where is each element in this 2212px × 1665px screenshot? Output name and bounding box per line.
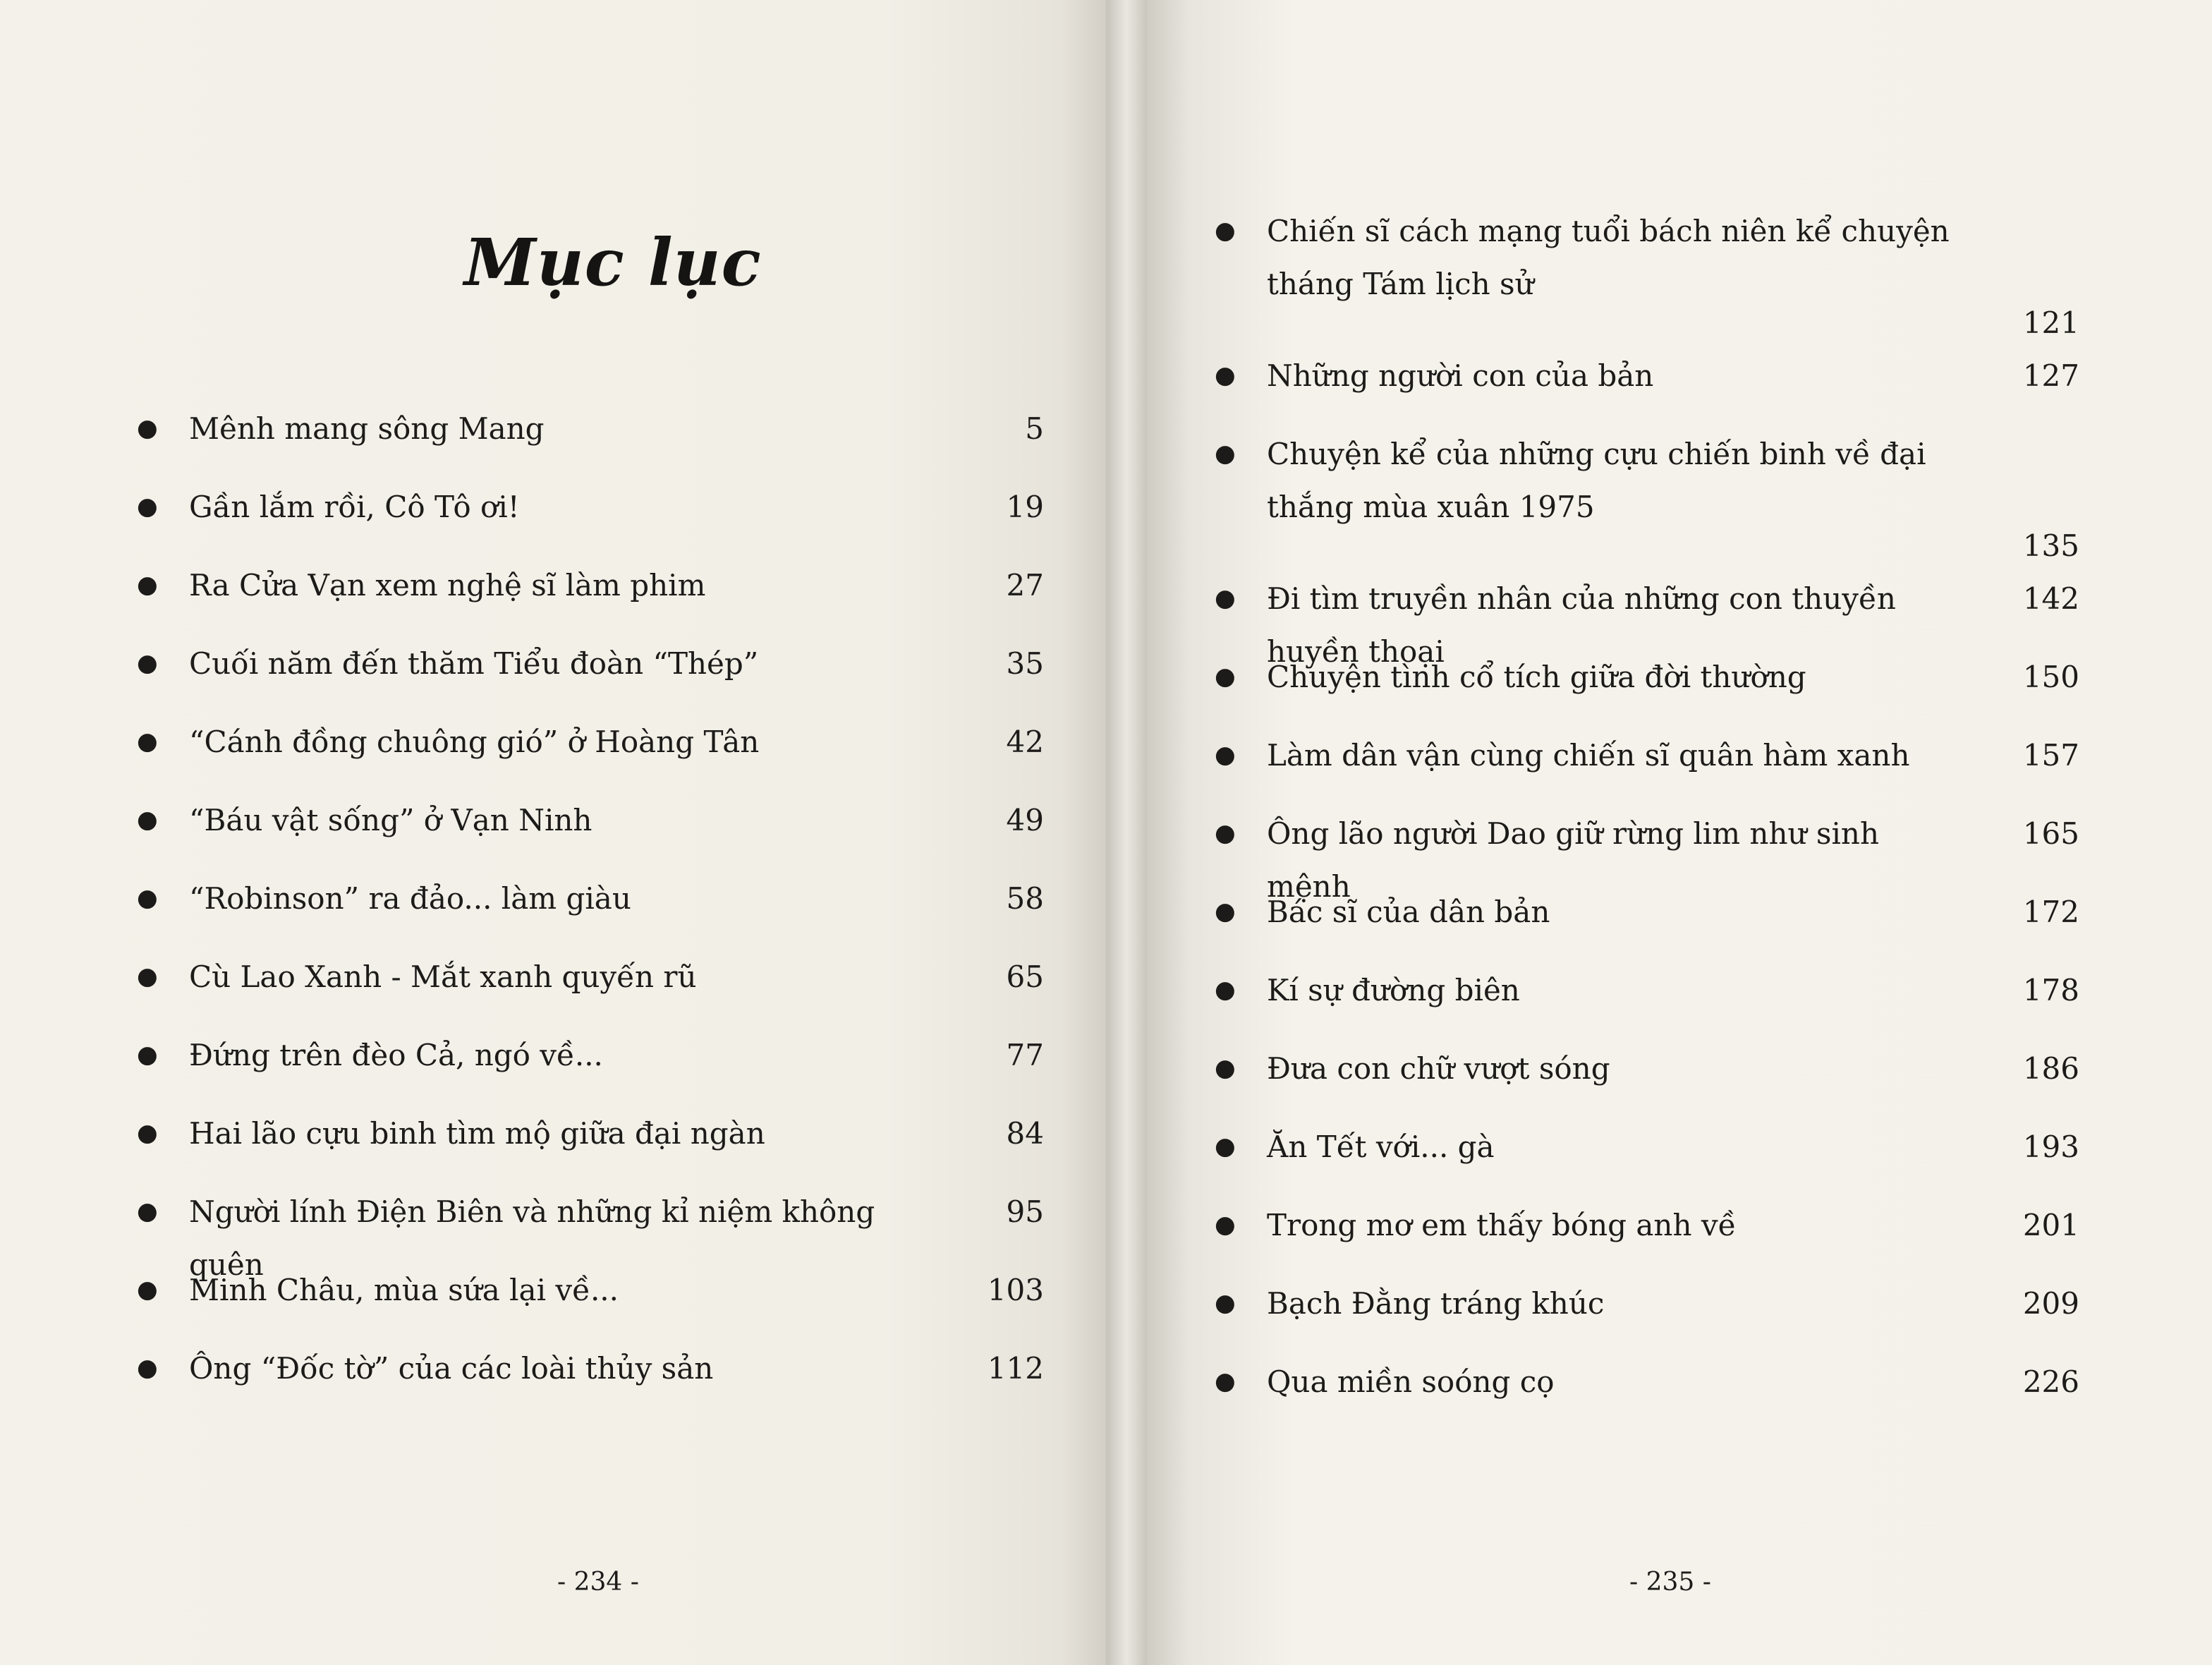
bullet-icon: ● — [137, 1041, 158, 1069]
toc-entry — [1212, 428, 2079, 572]
entry-page-number: 142 — [2022, 581, 2079, 616]
entry-title: Minh Châu, mùa sứa lại về... — [189, 1273, 619, 1307]
entry-page-number: 5 — [1025, 411, 1044, 446]
entry-page-number: 127 — [2022, 358, 2079, 393]
toc-entry — [134, 1342, 1044, 1420]
entry-page-number: 186 — [2022, 1051, 2079, 1086]
bullet-icon: ● — [1215, 584, 1236, 612]
bullet-icon: ● — [1215, 1367, 1236, 1395]
toc-entry — [134, 1185, 1044, 1282]
entry-page-number: 27 — [1006, 568, 1044, 603]
entry-page-number: 209 — [2022, 1286, 2079, 1321]
entry-title: Những người con của bản — [1267, 358, 1654, 393]
entry-page-number: 165 — [2022, 816, 2079, 851]
toc-entry — [134, 1264, 1044, 1342]
toc-entry — [1212, 885, 2079, 964]
entry-title: “Cánh đồng chuông gió” ở Hoàng Tân — [189, 725, 760, 759]
toc-entry — [134, 794, 1044, 872]
entry-page-number: 226 — [2022, 1364, 2079, 1399]
bullet-icon: ● — [1215, 819, 1236, 847]
bullet-icon: ● — [1215, 440, 1236, 468]
toc-entry — [134, 480, 1044, 559]
entry-page-number: 19 — [1006, 490, 1044, 524]
toc-entry — [134, 950, 1044, 1029]
entry-title: Gần lắm rồi, Cô Tô ơi! — [189, 490, 520, 524]
toc-entry — [134, 1107, 1044, 1185]
bullet-icon: ● — [137, 727, 158, 756]
bullet-icon: ● — [1215, 897, 1236, 926]
toc-heading: Mục lục — [464, 224, 762, 301]
entry-title: Qua miền soóng cọ — [1267, 1364, 1555, 1399]
entry-page-number: 84 — [1006, 1116, 1044, 1151]
bullet-icon: ● — [137, 1197, 158, 1225]
entry-title: Bác sĩ của dân bản — [1267, 895, 1550, 929]
entry-title: “Báu vật sống” ở Vạn Ninh — [189, 803, 592, 837]
bullet-icon: ● — [1215, 1132, 1236, 1161]
toc-entry — [1212, 205, 2079, 349]
entry-title: Ông “Đốc tờ” của các loài thủy sản — [189, 1351, 714, 1386]
bullet-icon: ● — [137, 884, 158, 912]
bullet-icon: ● — [137, 806, 158, 834]
toc-entry — [1212, 1355, 2079, 1434]
entry-title: Đứng trên đèo Cả, ngó về... — [189, 1038, 603, 1072]
bullet-icon: ● — [1215, 361, 1236, 389]
entry-title: Cuối năm đến thăm Tiểu đoàn “Thép” — [189, 646, 759, 681]
toc-entry — [1212, 1277, 2079, 1355]
entry-title: “Robinson” ra đảo... làm giàu — [189, 881, 631, 916]
entry-title: Kí sự đường biên — [1267, 973, 1520, 1007]
bullet-icon: ● — [137, 962, 158, 991]
bullet-icon: ● — [137, 1119, 158, 1147]
bullet-icon: ● — [1215, 217, 1236, 245]
bullet-icon: ● — [1215, 976, 1236, 1004]
entry-title: Ông lão người Dao giữ rừng lim như sinh mệnh — [1267, 816, 1879, 904]
bullet-icon: ● — [137, 571, 158, 599]
bullet-icon: ● — [137, 649, 158, 677]
toc-entry — [1212, 349, 2079, 428]
entry-page-number: 35 — [1006, 646, 1044, 681]
entry-title: Đi tìm truyền nhân của những con thuyền huyền thoại — [1267, 581, 1896, 669]
bullet-icon: ● — [137, 1276, 158, 1304]
entry-page-number: 135 — [2022, 528, 2079, 563]
entry-title: Người lính Điện Biên và những kỉ niệm không quên — [189, 1194, 875, 1282]
entry-page-number: 58 — [1006, 881, 1044, 916]
bullet-icon: ● — [1215, 1054, 1236, 1082]
entry-page-number: 95 — [1006, 1194, 1044, 1229]
entry-page-number: 193 — [2022, 1130, 2079, 1164]
entry-page-number: 49 — [1006, 803, 1044, 837]
page-number-left: - 234 - — [557, 1568, 639, 1597]
entry-title: Ra Cửa Vạn xem nghệ sĩ làm phim — [189, 568, 706, 603]
entry-page-number: 172 — [2022, 895, 2079, 929]
page-number-right: - 235 - — [1629, 1568, 1711, 1597]
toc-list-right — [1212, 205, 2079, 1434]
entry-page-number: 77 — [1006, 1038, 1044, 1072]
entry-title: Làm dân vận cùng chiến sĩ quân hàm xanh — [1267, 738, 1910, 773]
bullet-icon: ● — [1215, 741, 1236, 769]
entry-page-number: 150 — [2022, 660, 2079, 694]
toc-entry — [1212, 1199, 2079, 1277]
toc-list-left — [134, 402, 1044, 1420]
entry-title: Chuyện tình cổ tích giữa đời thường — [1267, 660, 1806, 694]
bullet-icon: ● — [1215, 1289, 1236, 1317]
entry-title: Hai lão cựu binh tìm mộ giữa đại ngàn — [189, 1116, 765, 1151]
bullet-icon: ● — [137, 1354, 158, 1382]
toc-entry — [1212, 729, 2079, 807]
entry-page-number: 157 — [2022, 738, 2079, 773]
entry-title: Đưa con chữ vượt sóng — [1267, 1051, 1610, 1086]
entry-title: Chuyện kể của những cựu chiến binh về đại thắng mùa xuân 1975 — [1267, 437, 1926, 524]
toc-entry — [134, 715, 1044, 794]
entry-title: Cù Lao Xanh - Mắt xanh quyến rũ — [189, 959, 697, 994]
toc-entry — [1212, 807, 2079, 904]
toc-entry — [1212, 1120, 2079, 1199]
entry-page-number: 65 — [1006, 959, 1044, 994]
entry-page-number: 42 — [1006, 725, 1044, 759]
entry-title: Ăn Tết với... gà — [1267, 1130, 1495, 1164]
toc-entry — [134, 637, 1044, 715]
bullet-icon: ● — [137, 414, 158, 442]
bullet-icon: ● — [1215, 662, 1236, 691]
book-gutter — [1106, 0, 1147, 1665]
toc-entry — [1212, 1042, 2079, 1120]
entry-page-number: 103 — [987, 1273, 1044, 1307]
toc-entry — [134, 1029, 1044, 1107]
entry-title: Chiến sĩ cách mạng tuổi bách niên kể chuyện tháng Tám lịch sử — [1267, 214, 1950, 301]
entry-page-number: 112 — [987, 1351, 1044, 1386]
toc-entry — [134, 872, 1044, 950]
bullet-icon: ● — [1215, 1211, 1236, 1239]
bullet-icon: ● — [137, 492, 158, 521]
entry-page-number: 201 — [2022, 1208, 2079, 1242]
toc-entry — [1212, 964, 2079, 1042]
entry-title: Mênh mang sông Mang — [189, 411, 545, 446]
toc-entry — [134, 402, 1044, 480]
entry-page-number: 121 — [2022, 305, 2079, 340]
toc-entry — [1212, 572, 2079, 669]
entry-title: Bạch Đằng tráng khúc — [1267, 1286, 1605, 1321]
entry-page-number: 178 — [2022, 973, 2079, 1007]
toc-entry — [134, 559, 1044, 637]
entry-title: Trong mơ em thấy bóng anh về — [1267, 1208, 1737, 1242]
toc-entry — [1212, 650, 2079, 729]
